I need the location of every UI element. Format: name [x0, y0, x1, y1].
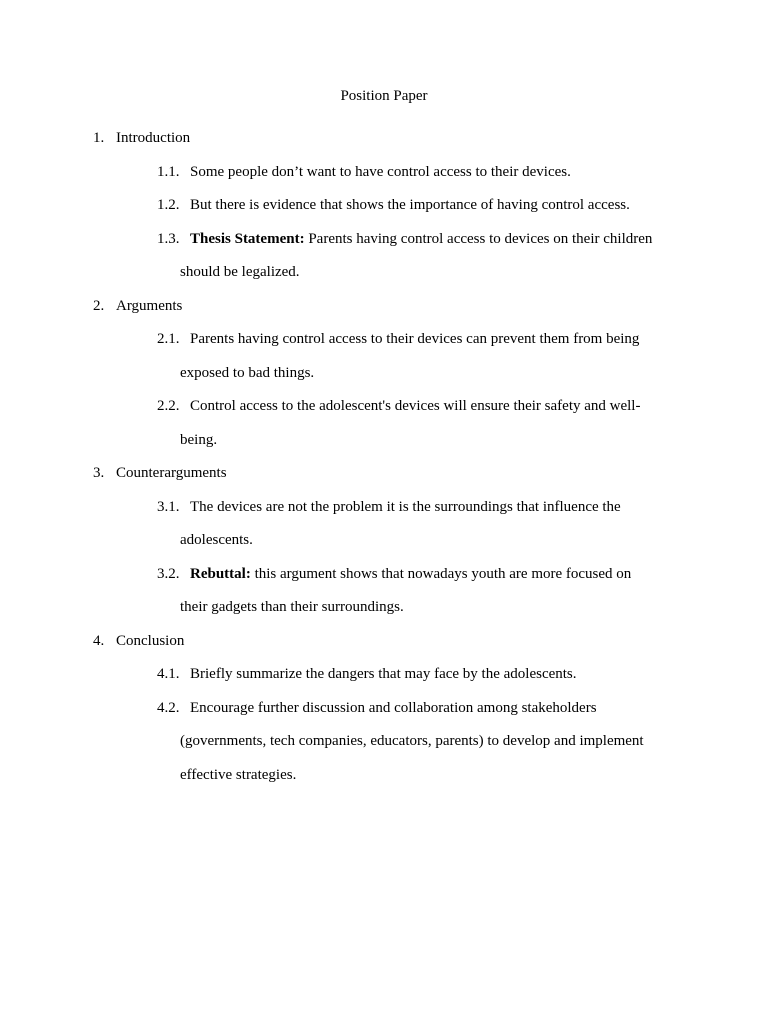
subitem-first-line	[157, 664, 677, 698]
subitem-continuation-line	[180, 363, 677, 397]
subitem-bold-lead: Rebuttal:	[190, 565, 251, 582]
subitem-text: Parents having control access to devices on their children	[304, 230, 653, 247]
subitem-continuation-line	[180, 765, 677, 799]
subitem-number: 1.3.	[157, 230, 180, 247]
section-number: 2.	[93, 297, 105, 314]
section-heading	[0, 463, 768, 497]
subitem-first-line	[157, 497, 677, 531]
section-number: 3.	[93, 465, 105, 481]
section-number: 4.	[93, 632, 105, 649]
outline-subitem	[157, 162, 677, 196]
subitem-text: adolescents.	[180, 532, 253, 548]
subitem-text: But there is evidence that shows the importance of having control access.	[190, 197, 630, 213]
subitem-text: (governments, tech companies, educators, parents) to develop and implement	[180, 733, 644, 749]
subitem-text: Encourage further discussion and collaboration among stakeholders	[190, 699, 597, 716]
outline-subitem	[157, 698, 677, 799]
subitem-continuation-line	[180, 597, 677, 631]
section-label: Introduction	[116, 130, 191, 146]
outline-section	[0, 128, 768, 296]
outline-list	[0, 128, 768, 798]
subitem-number: 3.1.	[157, 498, 180, 515]
outline-subitem	[157, 195, 677, 229]
outline-subitem	[157, 564, 677, 631]
subitem-first-line	[157, 698, 677, 732]
subitem-number: 1.2.	[157, 197, 180, 213]
outline-section	[0, 463, 768, 631]
subitem-text: The devices are not the problem it is the surroundings that influence the	[190, 498, 621, 515]
outline-subitem	[157, 329, 677, 396]
subitem-text: effective strategies.	[180, 766, 297, 783]
subitem-number: 2.2.	[157, 398, 180, 414]
subitem-number: 4.1.	[157, 666, 180, 682]
subitem-bold-lead: Thesis Statement:	[190, 230, 305, 247]
subitem-continuation-line	[180, 262, 677, 296]
subitem-text: being.	[180, 431, 218, 448]
subitem-text: should be legalized.	[180, 264, 300, 280]
subitem-number: 3.2.	[157, 565, 180, 582]
outline-subitem	[157, 396, 677, 463]
subitem-continuation-line	[180, 430, 677, 464]
subitem-number: 2.1.	[157, 331, 180, 347]
subitem-continuation-line	[180, 731, 677, 765]
subitem-continuation-line	[180, 530, 677, 564]
subitem-text: Parents having control access to their devices can prevent them from being	[190, 331, 640, 347]
page-title: Position Paper	[340, 88, 428, 104]
section-label: Counterarguments	[116, 465, 227, 481]
subitem-text: Briefly summarize the dangers that may face by the adolescents.	[190, 666, 577, 682]
outline-section	[0, 631, 768, 799]
subitem-text: their gadgets than their surroundings.	[180, 599, 404, 615]
subitem-number: 4.2.	[157, 699, 180, 716]
section-heading	[0, 128, 768, 162]
section-label: Conclusion	[116, 632, 185, 649]
subitem-first-line	[157, 564, 677, 598]
outline-subitem	[157, 229, 677, 296]
subitem-text: exposed to bad things.	[180, 364, 315, 381]
subitem-number: 1.1.	[157, 163, 180, 180]
subitem-first-line	[157, 229, 677, 263]
subitem-first-line	[157, 195, 677, 229]
subitem-text: Some people don’t want to have control access to their devices.	[190, 163, 571, 180]
subitem-first-line	[157, 396, 677, 430]
section-number: 1.	[93, 130, 105, 146]
section-label: Arguments	[116, 297, 183, 314]
section-heading	[0, 631, 768, 665]
outline-subitem	[157, 497, 677, 564]
subitem-first-line	[157, 162, 677, 196]
outline-subitem	[157, 664, 677, 698]
outline-section	[0, 296, 768, 464]
subitem-text: Control access to the adolescent's devices will ensure their safety and well-	[190, 398, 641, 414]
subitem-text: this argument shows that nowadays youth are more focused on	[250, 565, 632, 582]
section-heading	[0, 296, 768, 330]
subitem-first-line	[157, 329, 677, 363]
